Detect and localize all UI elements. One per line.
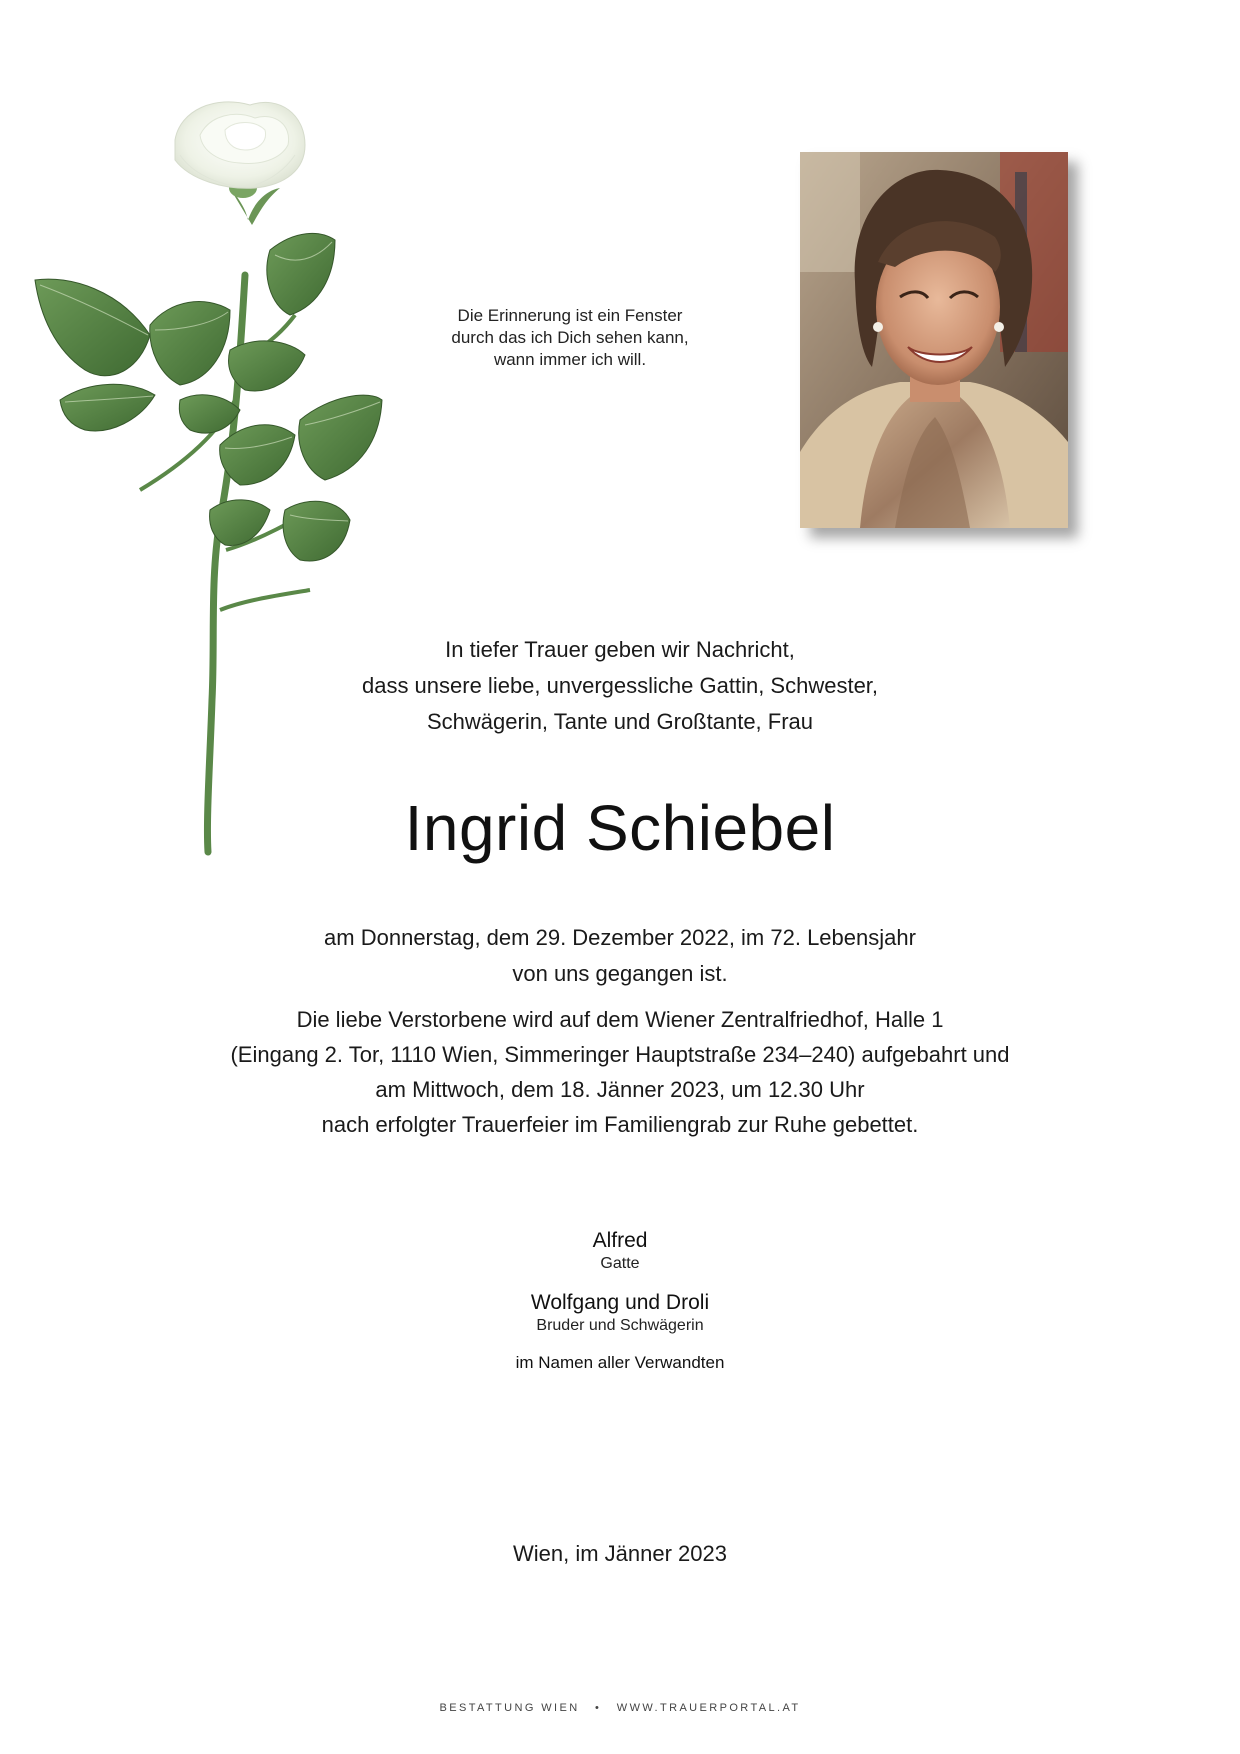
death-notice — [170, 920, 1070, 992]
memorial-quote — [420, 305, 720, 371]
white-rose-illustration — [30, 100, 410, 860]
quote-line: durch das ich Dich sehen kann, — [451, 328, 689, 347]
death-line: von uns gegangen ist. — [512, 961, 728, 986]
mourner-relation: Gatte — [600, 1255, 640, 1272]
burial-line: (Eingang 2. Tor, 1110 Wien, Simmeringer Hauptstraße 234–240) aufgebahrt und — [230, 1042, 1010, 1067]
burial-line: nach erfolgter Trauerfeier im Familiengrab zur Ruhe gebettet. — [321, 1112, 919, 1137]
footer-website-link[interactable]: WWW.TRAUERPORTAL.AT — [616, 1702, 801, 1714]
intro-line: In tiefer Trauer geben wir Nachricht, — [445, 637, 795, 662]
quote-line: wann immer ich will. — [493, 350, 647, 369]
mourner-relation: Bruder und Schwägerin — [536, 1317, 704, 1334]
burial-line: am Mittwoch, dem 18. Jänner 2023, um 12.30 Uhr — [375, 1077, 865, 1102]
footer-company: BESTATTUNG WIEN — [439, 1702, 580, 1714]
deceased-name: Ingrid Schiebel — [404, 792, 836, 864]
mourners-list — [420, 1228, 820, 1374]
mourner-entry — [420, 1290, 820, 1336]
quote-line: Die Erinnerung ist ein Fenster — [457, 306, 683, 325]
place-date: Wien, im Jänner 2023 — [513, 1541, 727, 1566]
portrait-photo — [800, 152, 1068, 528]
burial-details — [170, 1002, 1070, 1142]
burial-line: Die liebe Verstorbene wird auf dem Wiener Zentralfriedhof, Halle 1 — [296, 1007, 944, 1032]
announcement-intro — [220, 632, 1020, 740]
intro-line: dass unsere liebe, unvergessliche Gattin, Schwester, — [361, 673, 879, 698]
on-behalf-note: im Namen aller Verwandten — [515, 1353, 725, 1372]
mourner-entry — [420, 1228, 820, 1274]
death-line: am Donnerstag, dem 29. Dezember 2022, im 72. Lebensjahr — [324, 925, 916, 950]
mourner-name: Wolfgang und Droli — [530, 1291, 710, 1314]
intro-line: Schwägerin, Tante und Großtante, Frau — [426, 709, 814, 734]
footer-separator: • — [595, 1702, 602, 1714]
mourner-name: Alfred — [592, 1229, 648, 1252]
footer — [320, 1702, 920, 1714]
